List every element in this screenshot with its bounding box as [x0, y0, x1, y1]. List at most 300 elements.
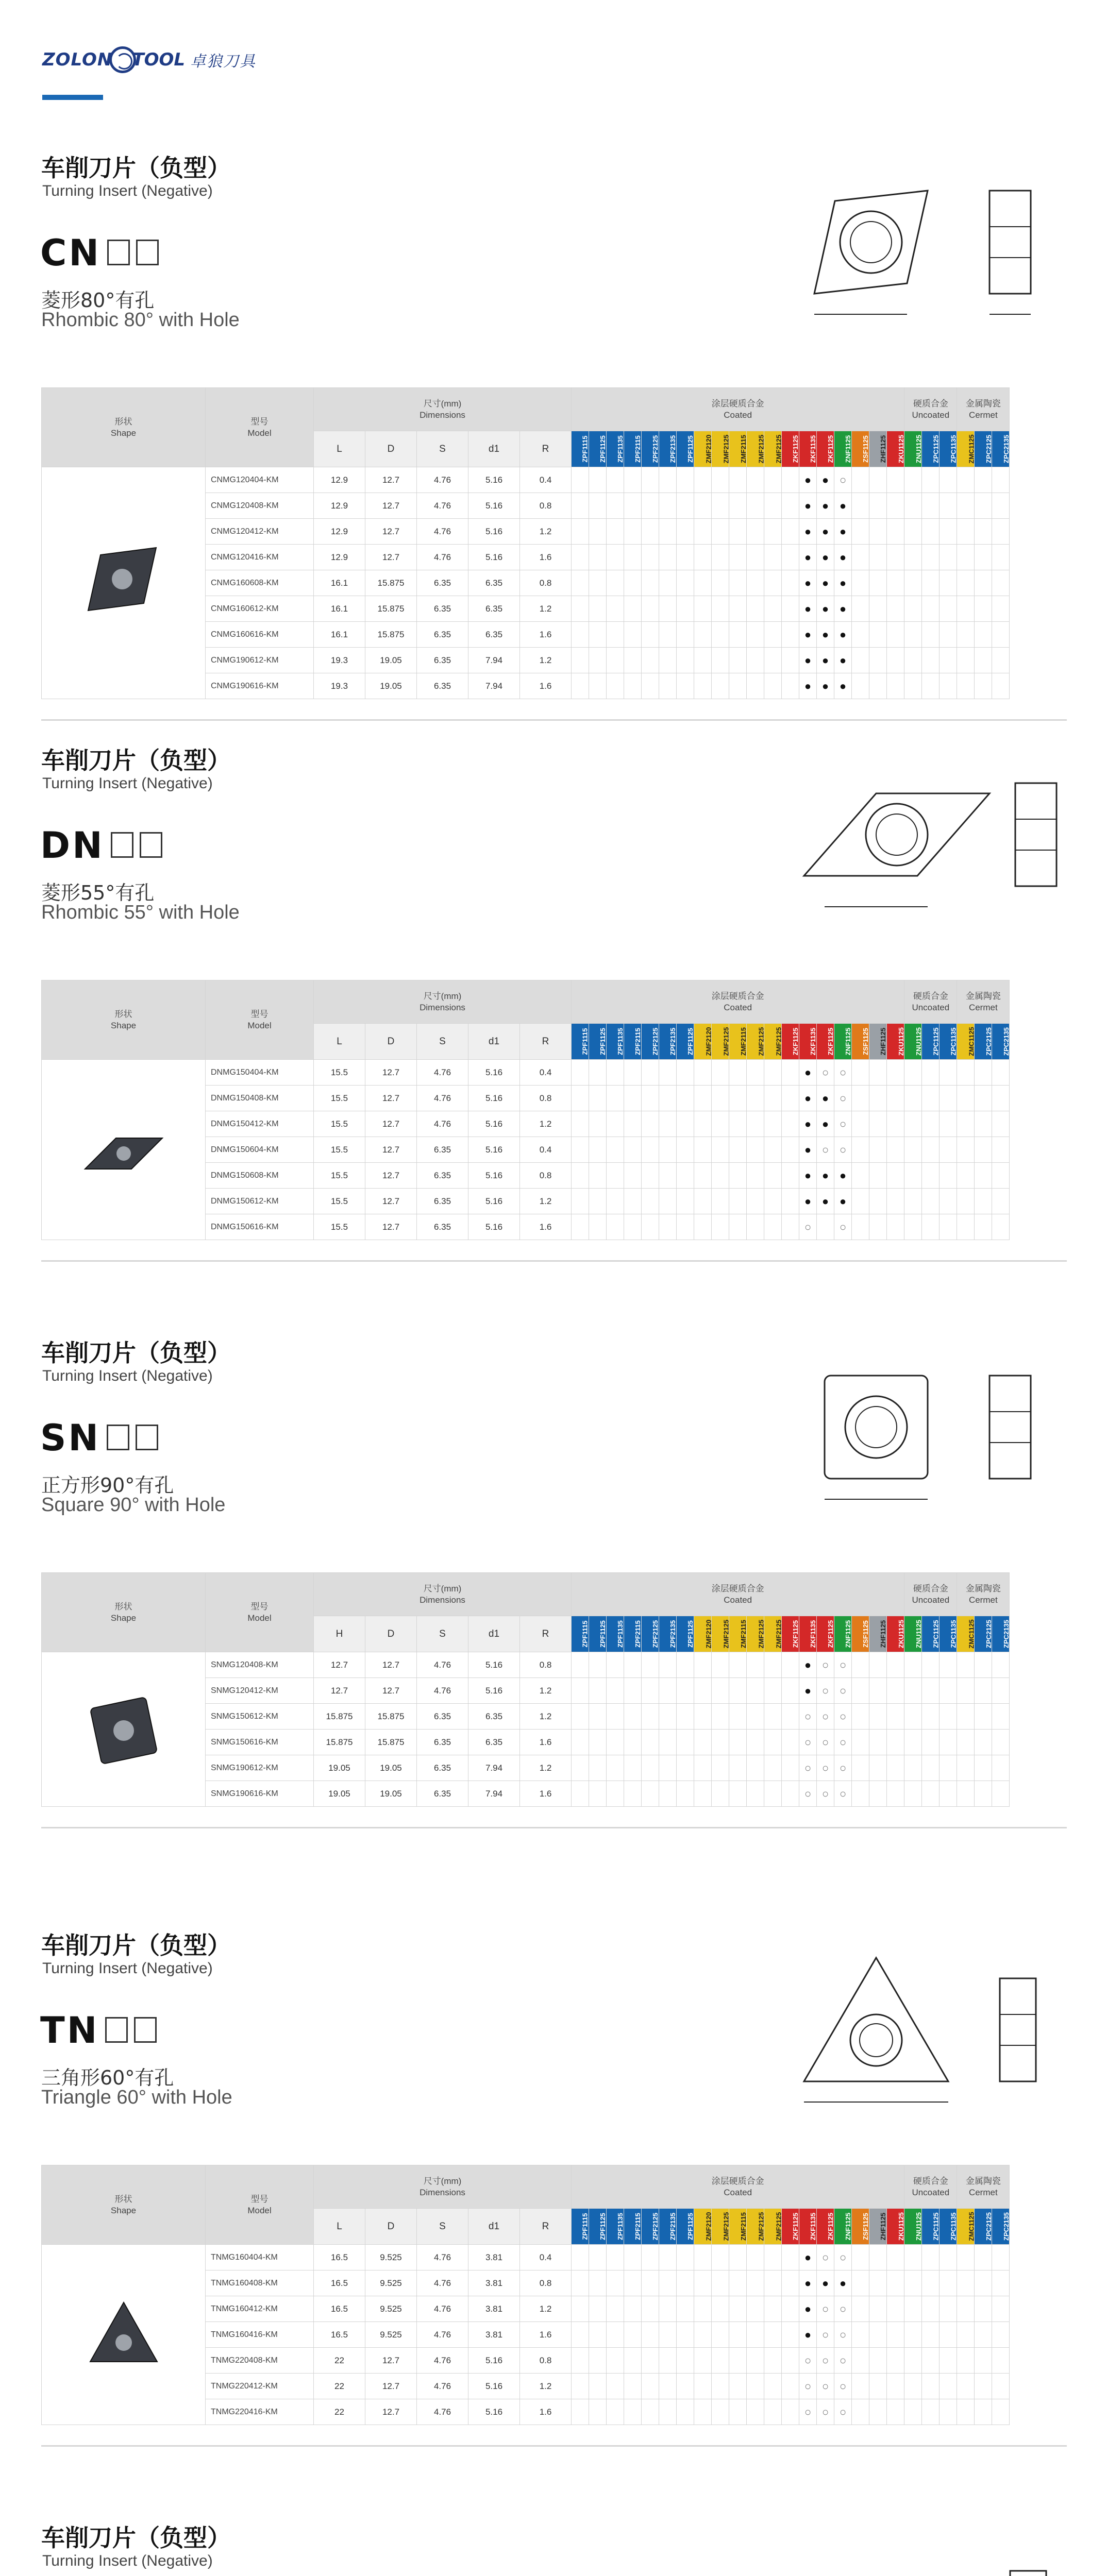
- grade-label: [782, 431, 799, 467]
- grade-availability: [677, 1214, 694, 1240]
- grade-availability: [992, 1781, 1010, 1807]
- dimension-value: 6.35: [468, 1730, 520, 1755]
- grade-availability: [677, 1730, 694, 1755]
- grade-availability: [712, 519, 729, 545]
- grade-availability: [747, 2348, 764, 2374]
- recommended-mark: ●: [817, 1189, 834, 1214]
- grade-availability: [764, 1214, 782, 1240]
- grade-availability: [852, 1755, 869, 1781]
- grade-name: ZMF2125: [775, 1027, 783, 1056]
- grade-availability: [957, 596, 975, 622]
- grade-availability: [764, 2399, 782, 2425]
- shape-header-en: Shape: [110, 428, 137, 438]
- grade-name: ZKU1125: [897, 434, 905, 463]
- grade-availability: [747, 2270, 764, 2296]
- dimension-value: 19.05: [314, 1781, 365, 1807]
- insert-shape-image: [42, 1652, 206, 1807]
- grade-availability: [694, 570, 712, 596]
- grade-availability: [747, 1755, 764, 1781]
- grade-availability: [589, 1111, 607, 1137]
- grade-availability: [887, 1704, 904, 1730]
- shape-header: [42, 980, 206, 1060]
- grade-availability: [904, 1678, 922, 1704]
- grade-label: [975, 1616, 992, 1652]
- grade-availability: [607, 1678, 624, 1704]
- grade-availability: [957, 2348, 975, 2374]
- grade-availability: [694, 648, 712, 673]
- grade-availability: [677, 1652, 694, 1678]
- model-cell: DNMG150408-KM: [206, 1086, 314, 1111]
- dimension-value: 6.35: [417, 622, 468, 648]
- grade-availability: [869, 1730, 887, 1755]
- grade-availability: [607, 1163, 624, 1189]
- grade-availability: [904, 570, 922, 596]
- grade-availability: [729, 648, 747, 673]
- grade-availability: [729, 1163, 747, 1189]
- grade-label: [624, 431, 642, 467]
- grade-availability: [869, 596, 887, 622]
- dimension-value: 15.875: [365, 1704, 417, 1730]
- recommended-mark: ●: [799, 2245, 817, 2270]
- grade-availability: [712, 1652, 729, 1678]
- insert-photo-icon: [75, 1107, 173, 1190]
- grade-name: ZPC2135: [1002, 1619, 1011, 1648]
- grade-availability: [659, 1111, 677, 1137]
- grade-availability: [887, 1163, 904, 1189]
- dimension-value: 4.76: [417, 1086, 468, 1111]
- grade-availability: [572, 622, 589, 648]
- grade-label: [940, 1616, 957, 1652]
- grade-availability: [642, 2245, 659, 2270]
- grade-name: ZMF2125: [775, 2212, 783, 2241]
- grade-availability: [659, 2322, 677, 2348]
- grade-availability: [624, 596, 642, 622]
- grade-availability: [677, 467, 694, 493]
- code-placeholder-box: [140, 832, 162, 858]
- grade-availability: [729, 1214, 747, 1240]
- grade-availability: [624, 1755, 642, 1781]
- grade-availability: [852, 1111, 869, 1137]
- grade-availability: [712, 570, 729, 596]
- grade-name: ZKF1125: [827, 435, 835, 463]
- grade-availability: [659, 545, 677, 570]
- grade-availability: [922, 1730, 940, 1755]
- grade-label: [694, 2209, 712, 2245]
- optional-mark: ○: [817, 2322, 834, 2348]
- grade-label: [589, 1616, 607, 1652]
- grade-availability: [589, 1730, 607, 1755]
- grade-availability: [782, 1189, 799, 1214]
- grade-availability: [869, 519, 887, 545]
- grade-availability: [940, 493, 957, 519]
- grade-availability: [712, 1730, 729, 1755]
- dimension-value: 22: [314, 2348, 365, 2374]
- grade-label: [887, 431, 904, 467]
- grade-name: ZMF2125: [775, 434, 783, 463]
- model-cell: TNMG220416-KM: [206, 2399, 314, 2425]
- grade-name: ZKF1135: [809, 1027, 817, 1055]
- grade-label: [817, 1616, 834, 1652]
- grade-availability: [624, 1730, 642, 1755]
- dimension-label-d: D: [365, 1024, 417, 1060]
- recommended-mark: ●: [834, 622, 852, 648]
- dimension-value: 0.8: [520, 493, 572, 519]
- grade-label: [940, 1024, 957, 1060]
- grade-availability: [747, 1704, 764, 1730]
- grade-availability: [589, 467, 607, 493]
- shape-name-cn: 菱形55°有孔: [41, 882, 155, 904]
- dimension-value: 4.76: [417, 1060, 468, 1086]
- grade-availability: [782, 622, 799, 648]
- grade-availability: [764, 2245, 782, 2270]
- grade-label: [747, 2209, 764, 2245]
- grade-label: [659, 431, 677, 467]
- grade-availability: [624, 1189, 642, 1214]
- dimension-value: 6.35: [417, 1163, 468, 1189]
- grade-availability: [712, 1214, 729, 1240]
- grade-label: [624, 1616, 642, 1652]
- grade-label: [799, 1616, 817, 1652]
- grade-availability: [887, 545, 904, 570]
- model-cell: CNMG160608-KM: [206, 570, 314, 596]
- grade-availability: [694, 622, 712, 648]
- grade-availability: [957, 1678, 975, 1704]
- grade-name: ZKF1125: [792, 1027, 800, 1055]
- grade-availability: [852, 2399, 869, 2425]
- grade-availability: [904, 1163, 922, 1189]
- dimension-value: 4.76: [417, 1678, 468, 1704]
- dimension-value: 15.5: [314, 1086, 365, 1111]
- cermet-header-cn: 金属陶瓷: [965, 398, 1001, 409]
- grade-availability: [992, 1678, 1010, 1704]
- grade-name: ZPF1125: [686, 435, 694, 463]
- grade-name: ZPC2135: [1002, 2212, 1011, 2241]
- grade-availability: [572, 570, 589, 596]
- grade-availability: [869, 1137, 887, 1163]
- insert-code-letters: CN: [40, 232, 101, 274]
- dimension-value: 12.7: [365, 1163, 417, 1189]
- recommended-mark: ●: [799, 493, 817, 519]
- dimension-value: 3.81: [468, 2322, 520, 2348]
- grade-label: [642, 1616, 659, 1652]
- grade-availability: [712, 2399, 729, 2425]
- insert-code: [40, 232, 159, 274]
- grade-availability: [852, 1781, 869, 1807]
- grade-availability: [659, 519, 677, 545]
- grade-name: ZPC1125: [932, 2212, 940, 2241]
- grade-availability: [940, 1214, 957, 1240]
- grade-name: ZNU1125: [915, 1619, 923, 1648]
- grade-availability: [904, 1704, 922, 1730]
- optional-mark: ○: [817, 1781, 834, 1807]
- grade-name: ZPC1125: [932, 434, 940, 463]
- section-separator: [41, 1827, 1067, 1828]
- grade-label: [992, 1616, 1010, 1652]
- grade-availability: [607, 493, 624, 519]
- dimension-value: 5.16: [468, 1189, 520, 1214]
- grade-availability: [677, 1704, 694, 1730]
- grade-availability: [572, 2399, 589, 2425]
- grade-availability: [869, 1086, 887, 1111]
- grade-availability: [642, 1678, 659, 1704]
- insert-code-letters: TN: [40, 2009, 99, 2052]
- dimension-value: 15.875: [365, 1730, 417, 1755]
- grade-availability: [764, 2374, 782, 2399]
- dimension-label-d1: d1: [468, 1024, 520, 1060]
- dimension-value: 6.35: [468, 1704, 520, 1730]
- shape-header: [42, 1573, 206, 1652]
- grade-availability: [975, 2374, 992, 2399]
- grade-availability: [712, 673, 729, 699]
- grade-availability: [782, 2245, 799, 2270]
- section-title-cn: 车削刀片（负型）: [41, 747, 231, 774]
- grade-availability: [677, 2348, 694, 2374]
- grade-availability: [782, 2296, 799, 2322]
- brand-ring-icon: [109, 46, 136, 73]
- grade-availability: [957, 1755, 975, 1781]
- grade-availability: [747, 1163, 764, 1189]
- grade-availability: [782, 673, 799, 699]
- dimension-value: 12.9: [314, 545, 365, 570]
- shape-name-en: Rhombic 55° with Hole: [41, 902, 240, 923]
- grade-availability: [729, 2270, 747, 2296]
- dimension-value: 6.35: [417, 1704, 468, 1730]
- insert-section-tn: [0, 1927, 1107, 2442]
- model-cell: CNMG120404-KM: [206, 467, 314, 493]
- grade-availability: [642, 467, 659, 493]
- grade-availability: [677, 648, 694, 673]
- grade-label: [834, 431, 852, 467]
- grade-availability: [659, 1189, 677, 1214]
- grade-name: ZKU1125: [897, 1027, 905, 1056]
- grade-availability: [852, 545, 869, 570]
- grade-availability: [957, 1730, 975, 1755]
- grade-availability: [642, 2374, 659, 2399]
- model-cell: CNMG190612-KM: [206, 648, 314, 673]
- recommended-mark: ●: [817, 493, 834, 519]
- dimensions-header: [314, 2165, 572, 2209]
- dimension-label-d1: d1: [468, 431, 520, 467]
- coated-header-cn: 涂层硬质合金: [711, 2176, 764, 2186]
- grade-name: ZPC2125: [985, 2212, 993, 2241]
- grade-availability: [572, 1704, 589, 1730]
- grade-name: ZPF2125: [651, 1027, 660, 1055]
- grade-label: [957, 431, 975, 467]
- grade-availability: [694, 1060, 712, 1086]
- grade-availability: [747, 570, 764, 596]
- grade-label: [677, 1616, 694, 1652]
- model-cell: TNMG160404-KM: [206, 2245, 314, 2270]
- grade-availability: [992, 2322, 1010, 2348]
- grade-availability: [975, 2270, 992, 2296]
- grade-availability: [887, 2348, 904, 2374]
- model-cell: DNMG150616-KM: [206, 1214, 314, 1240]
- dimension-value: 7.94: [468, 673, 520, 699]
- grade-availability: [992, 545, 1010, 570]
- grade-availability: [852, 570, 869, 596]
- grade-availability: [922, 1111, 940, 1137]
- grade-availability: [782, 2270, 799, 2296]
- model-cell: TNMG220412-KM: [206, 2374, 314, 2399]
- grade-availability: [957, 2245, 975, 2270]
- grade-availability: [904, 545, 922, 570]
- brand-logo: [42, 45, 256, 74]
- dimension-value: 5.16: [468, 1086, 520, 1111]
- section-separator: [41, 2445, 1067, 2447]
- grade-availability: [957, 2296, 975, 2322]
- grade-availability: [904, 2399, 922, 2425]
- grade-availability: [975, 1704, 992, 1730]
- grade-availability: [677, 622, 694, 648]
- optional-mark: ○: [817, 1730, 834, 1755]
- grade-availability: [992, 1704, 1010, 1730]
- shape-header-cn: 形状: [114, 1601, 132, 1612]
- grade-availability: [852, 1137, 869, 1163]
- grade-availability: [764, 1086, 782, 1111]
- grade-availability: [992, 1060, 1010, 1086]
- grade-availability: [764, 2270, 782, 2296]
- dimension-value: 1.6: [520, 1730, 572, 1755]
- grade-availability: [694, 1781, 712, 1807]
- grade-availability: [572, 1730, 589, 1755]
- grade-name: ZMF2125: [722, 434, 730, 463]
- grade-availability: [975, 1111, 992, 1137]
- grade-availability: [712, 1163, 729, 1189]
- grade-availability: [975, 596, 992, 622]
- optional-mark: ○: [799, 2348, 817, 2374]
- grade-name: ZPF1125: [598, 1620, 607, 1648]
- coated-header: [572, 2165, 904, 2209]
- grade-availability: [975, 570, 992, 596]
- grade-label: [799, 2209, 817, 2245]
- grade-availability: [677, 545, 694, 570]
- grade-availability: [975, 2245, 992, 2270]
- grade-label: [869, 431, 887, 467]
- grade-availability: [869, 673, 887, 699]
- grade-availability: [852, 1060, 869, 1086]
- grade-availability: [940, 1189, 957, 1214]
- recommended-mark: ●: [834, 1163, 852, 1189]
- grade-availability: [677, 519, 694, 545]
- model-cell: SNMG190616-KM: [206, 1781, 314, 1807]
- grade-label: [922, 2209, 940, 2245]
- grade-availability: [712, 1755, 729, 1781]
- grade-availability: [607, 2399, 624, 2425]
- coated-header: [572, 1573, 904, 1616]
- grade-availability: [887, 2270, 904, 2296]
- grade-label: [677, 431, 694, 467]
- grade-name: ZSF1125: [861, 1027, 869, 1055]
- dimension-value: 5.16: [468, 1214, 520, 1240]
- grade-availability: [940, 467, 957, 493]
- grade-availability: [992, 2374, 1010, 2399]
- grade-availability: [694, 2245, 712, 2270]
- dimension-value: 4.76: [417, 1111, 468, 1137]
- dimensions-header-cn: 尺寸(mm): [423, 2176, 462, 2186]
- grade-availability: [992, 1086, 1010, 1111]
- grade-label: [572, 1024, 589, 1060]
- dimension-value: 5.16: [468, 2399, 520, 2425]
- grade-availability: [887, 1214, 904, 1240]
- dimension-value: 19.05: [365, 1781, 417, 1807]
- dimension-label-s: S: [417, 2209, 468, 2245]
- grade-availability: [869, 2322, 887, 2348]
- grade-availability: [624, 1086, 642, 1111]
- grade-availability: [589, 1755, 607, 1781]
- dimension-value: 12.7: [365, 2399, 417, 2425]
- grade-availability: [904, 1189, 922, 1214]
- grade-availability: [957, 2374, 975, 2399]
- grade-name: ZPC1135: [949, 434, 958, 463]
- grade-label: [729, 431, 747, 467]
- model-header: [206, 2165, 314, 2245]
- grade-availability: [589, 1678, 607, 1704]
- grade-availability: [712, 1678, 729, 1704]
- grade-availability: [677, 1086, 694, 1111]
- grade-availability: [729, 493, 747, 519]
- recommended-mark: ●: [817, 648, 834, 673]
- dimension-value: 1.2: [520, 1704, 572, 1730]
- insert-code: [40, 2009, 157, 2052]
- grade-name: ZPF1135: [616, 435, 624, 463]
- dimension-value: 5.16: [468, 467, 520, 493]
- dimension-value: 15.5: [314, 1163, 365, 1189]
- grade-availability: [589, 2322, 607, 2348]
- grade-availability: [712, 2245, 729, 2270]
- grade-label: [572, 2209, 589, 2245]
- optional-mark: ○: [817, 2374, 834, 2399]
- grade-availability: [904, 493, 922, 519]
- brand-name-cn: 卓狼刀具: [190, 53, 257, 71]
- recommended-mark: ●: [834, 2270, 852, 2296]
- grade-label: [834, 1616, 852, 1652]
- dimension-value: 6.35: [468, 570, 520, 596]
- grade-label: [764, 2209, 782, 2245]
- recommended-mark: ●: [799, 596, 817, 622]
- grade-availability: [764, 570, 782, 596]
- dimension-value: 6.35: [417, 1137, 468, 1163]
- grade-availability: [904, 1781, 922, 1807]
- grade-availability: [904, 673, 922, 699]
- grade-availability: [904, 2270, 922, 2296]
- grade-name: ZNU1125: [915, 1027, 923, 1056]
- grade-availability: [887, 1730, 904, 1755]
- grade-label: [659, 1616, 677, 1652]
- dimensions-header: [314, 980, 572, 1024]
- dimension-value: 16.1: [314, 570, 365, 596]
- model-header-en: Model: [247, 2205, 272, 2215]
- dimension-value: 12.7: [314, 1652, 365, 1678]
- grade-availability: [642, 1214, 659, 1240]
- grade-availability: [729, 1678, 747, 1704]
- grade-availability: [607, 596, 624, 622]
- dimension-value: 15.5: [314, 1189, 365, 1214]
- recommended-mark: ●: [799, 1137, 817, 1163]
- grade-label: [940, 2209, 957, 2245]
- optional-mark: ○: [799, 1781, 817, 1807]
- grade-name: ZKF1125: [827, 1027, 835, 1055]
- grade-availability: [677, 2399, 694, 2425]
- grade-availability: [904, 1060, 922, 1086]
- grade-availability: [572, 519, 589, 545]
- grade-availability: [764, 1060, 782, 1086]
- grade-name: ZPF1125: [598, 1027, 607, 1055]
- model-cell: DNMG150608-KM: [206, 1163, 314, 1189]
- grade-availability: [607, 2348, 624, 2374]
- grade-availability: [957, 1137, 975, 1163]
- dimension-value: 19.3: [314, 673, 365, 699]
- optional-mark: ○: [799, 2399, 817, 2425]
